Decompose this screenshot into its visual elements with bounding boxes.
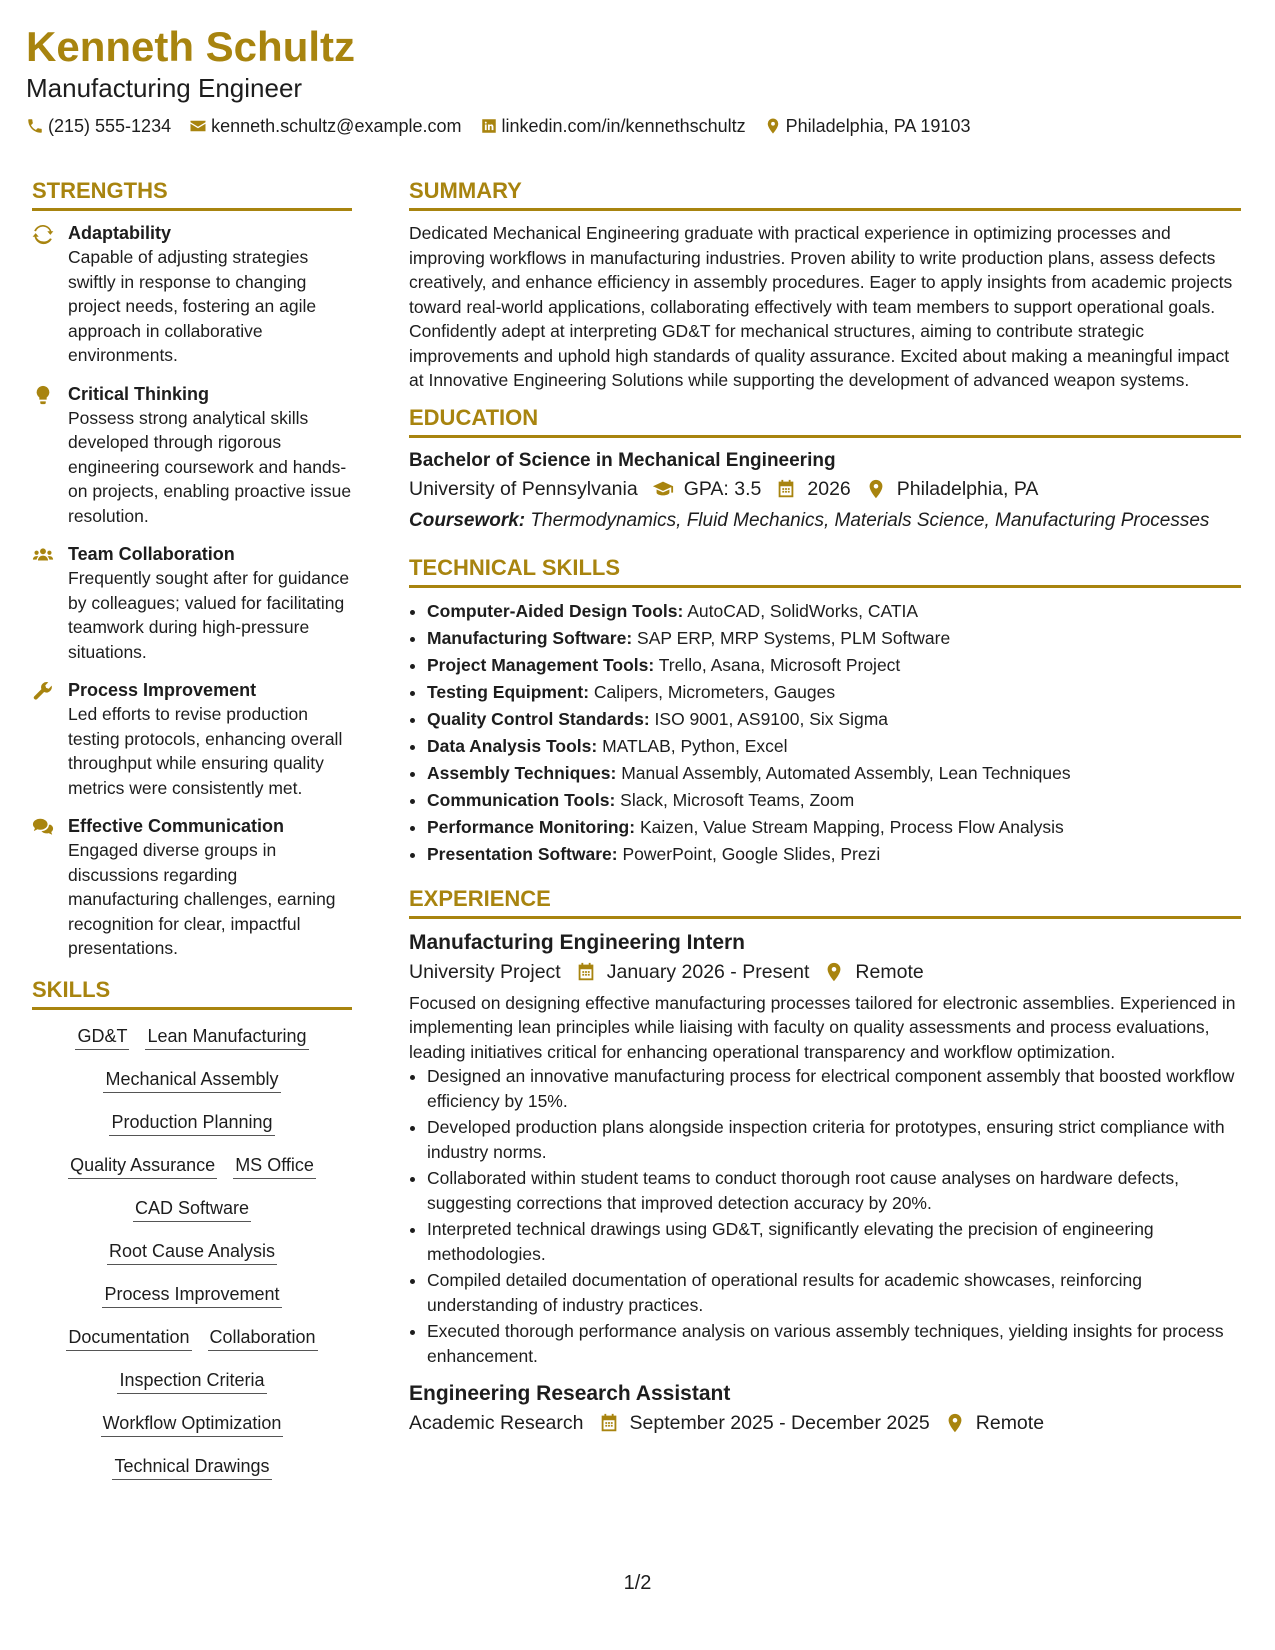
- tech-value: AutoCAD, SolidWorks, CATIA: [687, 600, 919, 621]
- strength-item: [32, 814, 352, 961]
- calendar-icon: [575, 961, 597, 983]
- strength-item: [32, 382, 352, 529]
- location-text: Philadelphia, PA 19103: [785, 116, 971, 136]
- job-title: Engineering Research Assistant: [409, 1382, 731, 1405]
- job-dates: January 2026 - Present: [606, 960, 810, 983]
- list-item: [427, 787, 1241, 814]
- job-meta: [409, 1408, 1241, 1438]
- contact-bar: [26, 114, 1246, 138]
- map-marker-icon: [823, 961, 845, 983]
- contact-linkedin[interactable]: [480, 114, 746, 138]
- strength-item: [32, 542, 352, 664]
- year-text: 2026: [807, 477, 851, 500]
- gpa-item: [652, 474, 762, 504]
- tech-label: Quality Control Standards:: [427, 708, 650, 729]
- candidate-name: Kenneth Schultz: [26, 23, 356, 70]
- education-heading: EDUCATION: [409, 403, 1241, 438]
- skill-tag: GD&T: [75, 1024, 129, 1050]
- strength-item: [32, 221, 352, 368]
- graduation-cap-icon: [652, 478, 674, 500]
- tech-label: Communication Tools:: [427, 789, 616, 810]
- job-title: Manufacturing Engineering Intern: [409, 930, 746, 954]
- tech-label: Manufacturing Software:: [427, 627, 633, 648]
- map-marker-icon: [944, 1412, 966, 1434]
- strength-desc: Possess strong analytical skills developed through rigorous engineering coursework and hands-on projects, enabling proactive issue resolution.: [68, 407, 352, 526]
- job-meta: [409, 957, 1241, 987]
- job-dates-item: [598, 1408, 930, 1438]
- list-item: [427, 652, 1241, 679]
- degree-title: Bachelor of Science in Mechanical Engineering: [409, 449, 836, 471]
- list-item: • Compiled detailed documentation of operational results for academic showcases, reinforcing understanding of industry practices.: [427, 1268, 1241, 1317]
- tech-value: ISO 9001, AS9100, Six Sigma: [654, 708, 889, 729]
- list-item: • Designed an innovative manufacturing process for electrical component assembly that boosted workflow efficiency by 15%.: [427, 1064, 1241, 1113]
- strength-item: [32, 678, 352, 800]
- list-item: [427, 733, 1241, 760]
- map-marker-icon: [764, 117, 782, 135]
- skill-tag: Lean Manufacturing: [145, 1024, 308, 1050]
- strengths-heading: STRENGTHS: [32, 176, 352, 211]
- tech-label: Performance Monitoring:: [427, 816, 636, 837]
- page-number: 1/2: [623, 1572, 652, 1594]
- list-item: [427, 679, 1241, 706]
- skill-tag: Inspection Criteria: [117, 1368, 266, 1394]
- users-icon: [32, 544, 54, 566]
- job-location-item: [823, 957, 923, 987]
- skill-tag: CAD Software: [133, 1196, 251, 1222]
- job-desc: Focused on designing effective manufacturing processes tailored for electronic assemblies. Experienced in implementing lean principles while liaising with faculty on quality assessments and process evaluations, leading initiatives critical for enhancing operational transparency and workflow optimization.: [409, 992, 1236, 1062]
- skill-tag: Mechanical Assembly: [103, 1067, 280, 1093]
- strength-title: Team Collaboration: [68, 544, 235, 564]
- tech-value: Kaizen, Value Stream Mapping, Process Flow Analysis: [639, 816, 1064, 837]
- map-marker-icon: [865, 478, 887, 500]
- technical-skills-list: [409, 598, 1241, 868]
- contact-phone[interactable]: [26, 114, 171, 138]
- job-entry: [409, 1380, 1241, 1438]
- gpa-text: GPA: 3.5: [683, 477, 762, 500]
- list-item: [427, 814, 1241, 841]
- tech-label: Computer-Aided Design Tools:: [427, 600, 684, 621]
- list-item: [427, 598, 1241, 625]
- skill-tag: Process Improvement: [102, 1282, 281, 1308]
- list-item: • Interpreted technical drawings using GD&T, significantly elevating the precision of engineering methodologies.: [427, 1217, 1241, 1266]
- strength-desc: Capable of adjusting strategies swiftly in response to changing project needs, fostering an agile approach in collaborative environments.: [68, 247, 317, 365]
- strength-title: Process Improvement: [68, 680, 257, 700]
- wrench-icon: [32, 680, 54, 702]
- strength-title: Critical Thinking: [68, 383, 210, 404]
- phone-icon: [26, 117, 44, 135]
- skill-tag: Documentation: [66, 1325, 191, 1351]
- job-bullets: [409, 1064, 1241, 1368]
- skill-tag: Collaboration: [208, 1325, 318, 1351]
- list-item: • Executed thorough performance analysis on various assembly techniques, yielding insights for process enhancement.: [427, 1319, 1241, 1368]
- resume-header: [26, 22, 1246, 138]
- tech-label: Project Management Tools:: [427, 654, 655, 675]
- tech-value: Trello, Asana, Microsoft Project: [658, 654, 901, 675]
- summary-heading: SUMMARY: [409, 176, 1241, 211]
- job-org: Academic Research: [409, 1412, 584, 1434]
- skill-tag: Root Cause Analysis: [107, 1239, 277, 1265]
- tech-value: Manual Assembly, Automated Assembly, Lean Techniques: [621, 762, 1071, 783]
- job-location-item: [944, 1408, 1044, 1438]
- skill-tag: Quality Assurance: [68, 1153, 217, 1179]
- tech-label: Data Analysis Tools:: [427, 735, 598, 756]
- list-item: • Collaborated within student teams to conduct thorough root cause analyses on hardware defects, suggesting corrections that improved detection accuracy by 20%.: [427, 1166, 1241, 1215]
- list-item: [427, 760, 1241, 787]
- job-location: Remote: [975, 1412, 1045, 1434]
- envelope-icon: [189, 117, 207, 135]
- list-item: [427, 625, 1241, 652]
- job-dates-item: [575, 957, 810, 987]
- coursework-text: Thermodynamics, Fluid Mechanics, Materials Science, Manufacturing Processes: [530, 509, 1210, 531]
- school-name: University of Pennsylvania: [409, 477, 638, 500]
- comments-icon: [32, 816, 54, 838]
- right-column: [409, 176, 1241, 1438]
- phone-text: (215) 555-1234: [48, 116, 172, 136]
- list-item: [427, 841, 1241, 868]
- contact-email[interactable]: [189, 114, 461, 138]
- tech-value: PowerPoint, Google Slides, Prezi: [622, 843, 881, 864]
- coursework-label: Coursework:: [409, 509, 526, 531]
- tech-label: Presentation Software:: [427, 843, 618, 864]
- technical-skills-heading: TECHNICAL SKILLS: [409, 553, 1241, 588]
- tech-value: Slack, Microsoft Teams, Zoom: [620, 789, 855, 810]
- strength-desc: Frequently sought after for guidance by colleagues; valued for facilitating teamwork during high-pressure situations.: [68, 568, 350, 662]
- strength-title: Effective Communication: [68, 816, 285, 836]
- experience-heading: EXPERIENCE: [409, 884, 1241, 919]
- strength-desc: Led efforts to revise production testing protocols, enhancing overall throughput while ensuring quality metrics were consistently met.: [68, 704, 343, 798]
- job-location: Remote: [855, 960, 924, 983]
- list-item: [427, 706, 1241, 733]
- strength-desc: Engaged diverse groups in discussions regarding manufacturing challenges, earning recognition for clear, impactful presentations.: [68, 840, 336, 958]
- sync-icon: [32, 223, 54, 245]
- contact-location: [764, 114, 971, 138]
- calendar-icon: [598, 1412, 620, 1434]
- skill-tag: MS Office: [233, 1153, 316, 1179]
- tech-label: Assembly Techniques:: [427, 762, 617, 783]
- candidate-title: Manufacturing Engineer: [26, 73, 303, 103]
- coursework: [409, 508, 1241, 533]
- tech-value: MATLAB, Python, Excel: [602, 735, 788, 756]
- skill-tag: Technical Drawings: [112, 1454, 271, 1480]
- skill-tag: Production Planning: [109, 1110, 274, 1136]
- job-org: University Project: [409, 960, 561, 983]
- tech-value: Calipers, Micrometers, Gauges: [593, 681, 836, 702]
- job-dates: September 2025 - December 2025: [629, 1412, 930, 1434]
- email-text: kenneth.schultz@example.com: [211, 116, 462, 136]
- linkedin-icon: [480, 117, 498, 135]
- edu-location-text: Philadelphia, PA: [896, 477, 1039, 500]
- tech-value: SAP ERP, MRP Systems, PLM Software: [637, 627, 951, 648]
- education-meta: [409, 474, 1241, 504]
- tech-label: Testing Equipment:: [427, 681, 590, 702]
- linkedin-text: linkedin.com/in/kennethschultz: [501, 116, 746, 136]
- job-entry: [409, 929, 1241, 1369]
- left-column: [32, 176, 352, 1497]
- summary-text: Dedicated Mechanical Engineering graduate with practical experience in optimizing processes and improving workflows in manufacturing industries. Proven ability to write production plans, assess defects creatively, and enhance efficiency in assembly procedures. Eager to apply insights from academic projects toward real-world applications, collaborating effectively with team members to support operational goals. Confidently adept at interpreting GD&T for mechanical structures, aiming to contribute strategic improvements and uphold high standards of quality assurance. Excited about making a meaningful impact at Innovative Engineering Solutions while supporting the development of advanced weapon systems.: [409, 223, 1233, 390]
- lightbulb-icon: [32, 384, 54, 406]
- year-item: [775, 474, 850, 504]
- list-item: • Developed production plans alongside inspection criteria for prototypes, ensuring strict compliance with industry norms.: [427, 1115, 1241, 1164]
- skills-heading: SKILLS: [32, 975, 352, 1010]
- strength-title: Adaptability: [68, 223, 172, 243]
- skill-tag: Workflow Optimization: [101, 1411, 284, 1437]
- calendar-icon: [775, 478, 797, 500]
- edu-location-item: [865, 474, 1039, 504]
- skills-list: [32, 1024, 352, 1497]
